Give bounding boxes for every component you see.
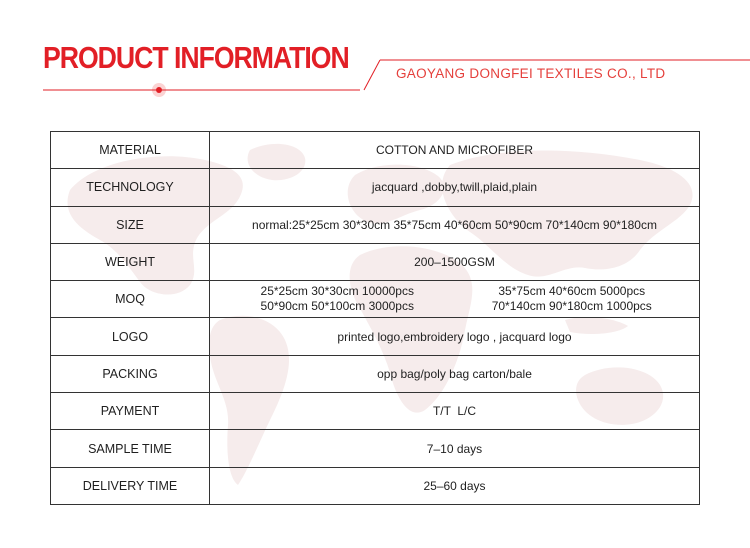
row-label: SIZE [51, 206, 210, 243]
row-value: 7–10 days [210, 430, 700, 467]
moq-entry: 25*25cm 30*30cm 10000pcs [260, 284, 414, 299]
row-label: MOQ [51, 281, 210, 318]
table-row-size [51, 206, 700, 243]
row-value: jacquard ,dobby,twill,plaid,plain [210, 169, 700, 206]
moq-entry: 70*140cm 90*180cm 1000pcs [491, 299, 652, 314]
moq-entry: 35*75cm 40*60cm 5000pcs [498, 284, 646, 299]
table-row-logo [51, 318, 700, 355]
row-label: PAYMENT [51, 393, 210, 430]
table-row-delivery-time [51, 467, 700, 504]
row-label: TECHNOLOGY [51, 169, 210, 206]
company-name: GAOYANG DONGFEI TEXTILES CO., LTD [396, 66, 666, 81]
row-value: T/T L/C [210, 393, 700, 430]
table-row-technology [51, 169, 700, 206]
table-row-sample-time [51, 430, 700, 467]
row-label: DELIVERY TIME [51, 467, 210, 504]
product-info-table [50, 131, 700, 505]
row-value: 25–60 days [210, 467, 700, 504]
moq-grid [214, 284, 695, 314]
slash-divider [364, 60, 380, 90]
row-value: 200–1500GSM [210, 243, 700, 280]
row-label: PACKING [51, 355, 210, 392]
table-row-packing [51, 355, 700, 392]
row-label: WEIGHT [51, 243, 210, 280]
table-row-material [51, 132, 700, 169]
moq-entry: 50*90cm 50*100cm 3000pcs [260, 299, 414, 314]
row-value-moq [210, 281, 700, 318]
row-value: normal:25*25cm 30*30cm 35*75cm 40*60cm 50*90cm 70*140cm 90*180cm [210, 206, 700, 243]
row-value: printed logo,embroidery logo , jacquard logo [210, 318, 700, 355]
table-row-moq [51, 281, 700, 318]
row-value: opp bag/poly bag carton/bale [210, 355, 700, 392]
table-row-weight [51, 243, 700, 280]
row-value: COTTON AND MICROFIBER [210, 132, 700, 169]
row-label: SAMPLE TIME [51, 430, 210, 467]
page-title: PRODUCT INFORMATION [43, 40, 349, 75]
table-row-payment [51, 393, 700, 430]
row-label: MATERIAL [51, 132, 210, 169]
row-label: LOGO [51, 318, 210, 355]
header-decoration [0, 0, 750, 110]
